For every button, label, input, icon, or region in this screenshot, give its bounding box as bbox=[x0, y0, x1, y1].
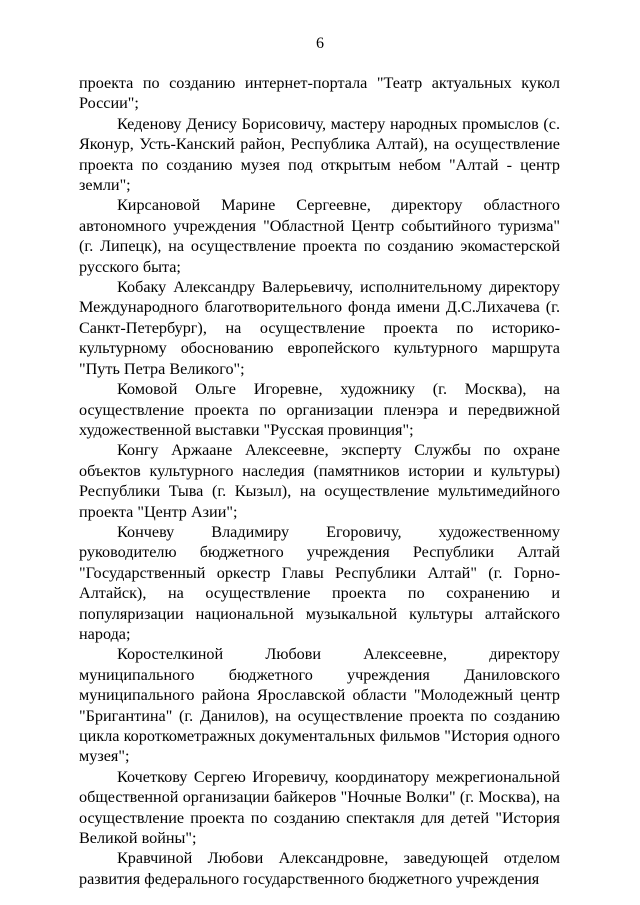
page-number: 6 bbox=[316, 35, 324, 52]
paragraph-kobak: Кобаку Александру Валерьевичу, исполнительному директору Международного благотворительного фонда имени Д.С.Лихачева (г. Санкт-Петербург), на осуществление проекта по историко-культурному обоснованию европейского культурного маршрута "Путь Петра Великого"; bbox=[79, 278, 560, 378]
paragraph-konchev: Кончеву Владимиру Егоровичу, художественному руководителю бюджетного учреждения Республики Алтай "Государственный оркестр Главы Республики Алтай" (г. Горно-Алтайск), на осуществление проекта по сохранению и популяризации национальной музыкальной культуры алтайского народа; bbox=[79, 522, 560, 643]
paragraph-kravchina: Кравчиной Любови Александровне, заведующей отделом развития федерального государственного бюджетного учреждения bbox=[79, 849, 560, 888]
paragraph-kedenov: Кеденову Денису Борисовичу, мастеру народных промыслов (с. Яконур, Усть-Канский район, Республика Алтай), на осуществление проекта по созданию музея под открытым небом "Алтай - центр земли"; bbox=[79, 114, 560, 195]
paragraph-kochetkov: Кочеткову Сергею Игоревичу, координатору межрегиональной общественной организации байкеров "Ночные Волки" (г. Москва), на осуществление проекта по созданию спектакля для детей "История Великой войны"; bbox=[79, 767, 560, 848]
paragraph-komova: Комовой Ольге Игоревне, художнику (г. Москва), на осуществление проекта по организации пленэра и передвижной художественной выставки "Русская провинция"; bbox=[79, 380, 560, 439]
paragraph-kirsanova: Кирсановой Марине Сергеевне, директору областного автономного учреждения "Областной Центр событийного туризма" (г. Липецк), на осуществление проекта по созданию экомастерской русского быта; bbox=[79, 196, 560, 276]
document-body bbox=[79, 73, 560, 889]
paragraph-kong: Конгу Аржаане Алексеевне, эксперту Службы по охране объектов культурного наследия (памятников истории и культуры) Республики Тыва (г. Кызыл), на осуществление мультимедийного проекта "Центр Азии"; bbox=[79, 441, 560, 521]
paragraph-continuation: проекта по созданию интернет-портала "Театр актуальных кукол России"; bbox=[79, 74, 560, 113]
paragraph-korostelkina: Коростелкиной Любови Алексеевне, директору муниципального бюджетного учреждения Даниловского муниципального района Ярославской области "Молодежный центр "Бригантина" (г. Данилов), на осуществление проекта по созданию цикла короткометражных документальных фильмов "История одного музея"; bbox=[79, 645, 560, 766]
